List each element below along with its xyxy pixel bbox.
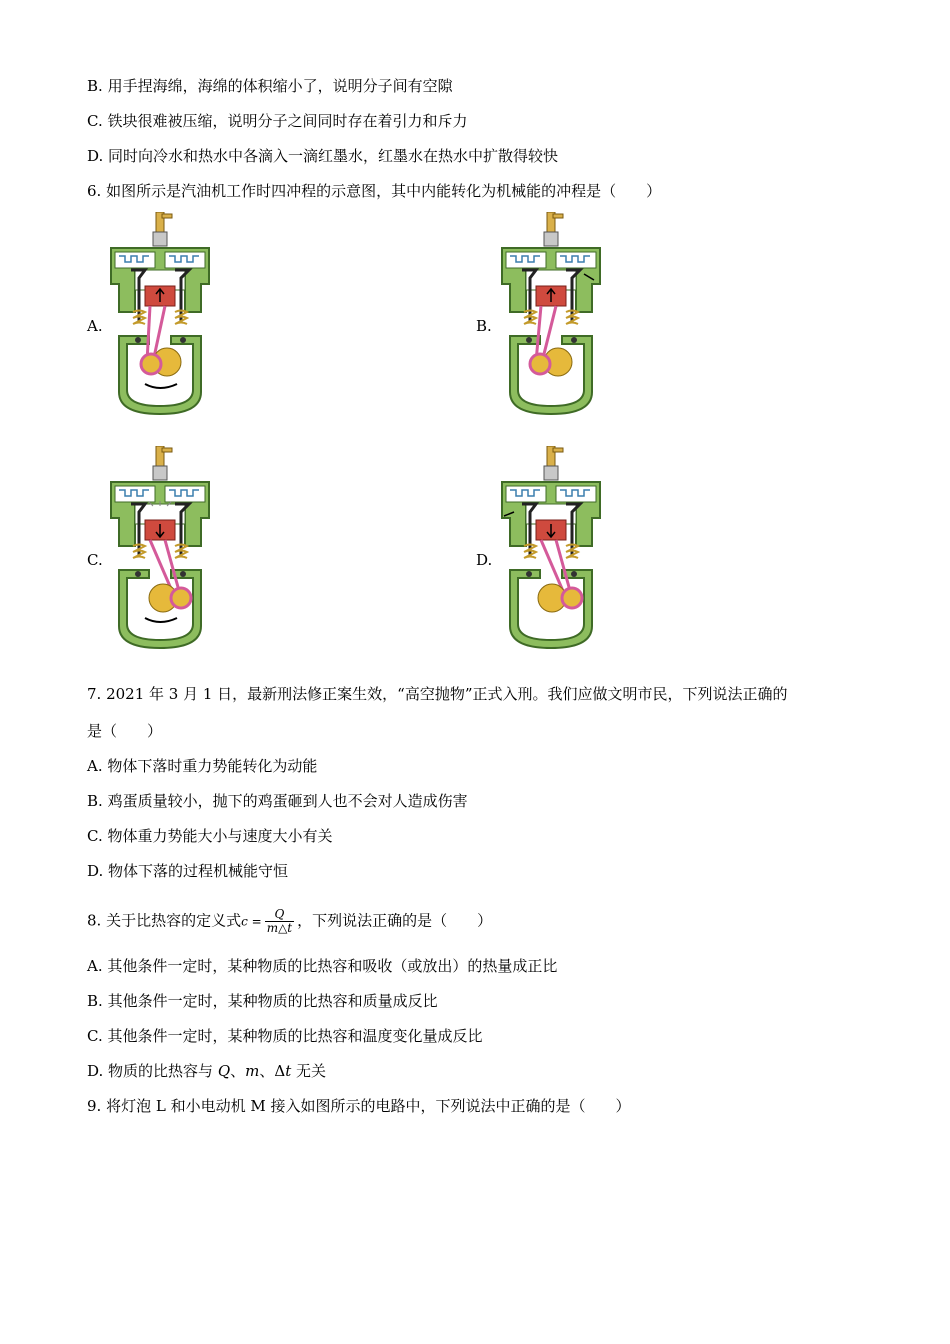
- q6-option-c-label: C.: [87, 551, 103, 569]
- q5-option-d: [87, 146, 558, 166]
- q5-option-d-label: D.: [87, 147, 104, 165]
- q7-option-d: [87, 861, 288, 881]
- q8-option-d-label: D.: [87, 1062, 104, 1080]
- q5-option-c-label: C.: [87, 112, 103, 130]
- q8-option-a: [87, 956, 557, 976]
- q8-option-b-text: 其他条件一定时，某种物质的比热容和质量成反比: [107, 992, 438, 1010]
- engine-diagram-c: [105, 446, 220, 651]
- q8-option-d-suffix: 无关: [291, 1062, 327, 1080]
- q8-formula-denominator: m△t: [266, 921, 293, 935]
- q7-option-a-label: A.: [87, 757, 103, 775]
- engine-diagram-b: [496, 212, 611, 417]
- q7-option-b-label: B.: [87, 792, 103, 810]
- q5-option-c-text: 铁块很难被压缩，说明分子之间同时存在着引力和斥力: [107, 112, 468, 130]
- q6-option-a-label: A.: [87, 317, 103, 335]
- q7-option-c-text: 物体重力势能大小与速度大小有关: [107, 827, 333, 845]
- q8-stem-before: 8. 关于比热容的定义式: [87, 911, 242, 930]
- q6-option-b-label: B.: [476, 317, 492, 335]
- q8-option-d-m: m: [245, 1062, 260, 1080]
- q5-option-b-text: 用手捏海绵，海绵的体积缩小了，说明分子间有空隙: [107, 77, 453, 95]
- q8-option-a-text: 其他条件一定时，某种物质的比热容和吸收（或放出）的热量成正比: [107, 957, 558, 975]
- q7-option-c: [87, 826, 333, 846]
- q7-option-b-text: 鸡蛋质量较小，抛下的鸡蛋砸到人也不会对人造成伤害: [107, 792, 468, 810]
- q8-formula-lhs: c =: [241, 914, 262, 929]
- q5-option-c: [87, 111, 468, 131]
- q9-stem: 9. 将灯泡 L 和小电动机 M 接入如图所示的电路中，下列说法中正确的是（ ）: [87, 1097, 631, 1115]
- q7-stem-line1: 7. 2021 年 3 月 1 日，最新刑法修正案生效，“高空抛物”正式入刑。我们应做文明市民，下列说法正确的: [87, 685, 788, 703]
- q7-option-d-text: 物体下落的过程机械能守恒: [108, 862, 289, 880]
- q8-option-c-text: 其他条件一定时，某种物质的比热容和温度变化量成反比: [107, 1027, 483, 1045]
- q8-option-d-t: t: [285, 1062, 292, 1080]
- q8-stem-after: ，下列说法正确的是（ ）: [297, 911, 493, 930]
- q7-option-a: [87, 756, 317, 776]
- q7-option-b: [87, 791, 468, 811]
- q7-stem-line2: 是（ ）: [87, 722, 163, 740]
- q7-option-a-text: 物体下落时重力势能转化为动能: [107, 757, 318, 775]
- q5-option-b-label: B.: [87, 77, 103, 95]
- q8-formula-numerator: Q: [265, 908, 294, 922]
- q6-stem: 6. 如图所示是汽油机工作时四冲程的示意图，其中内能转化为机械能的冲程是（ ）: [87, 182, 662, 200]
- q8-option-d-q: Q: [217, 1062, 231, 1080]
- q5-option-d-text: 同时向冷水和热水中各滴入一滴红墨水，红墨水在热水中扩散得较快: [108, 147, 559, 165]
- q8-option-d-sep2: 、Δ: [259, 1062, 286, 1080]
- q6-option-d-label: D.: [476, 551, 493, 569]
- q8-stem: [87, 908, 492, 935]
- engine-diagram-d: [496, 446, 611, 651]
- q8-option-a-label: A.: [87, 957, 103, 975]
- q8-option-d-sep1: 、: [230, 1062, 246, 1080]
- q8-option-d: [87, 1061, 326, 1081]
- q7-option-c-label: C.: [87, 827, 103, 845]
- q8-option-d-prefix: 物质的比热容与: [108, 1062, 218, 1080]
- q5-option-b: [87, 76, 453, 96]
- q8-option-b: [87, 991, 438, 1011]
- q8-option-c-label: C.: [87, 1027, 103, 1045]
- q8-formula-fraction: [265, 908, 294, 935]
- q7-option-d-label: D.: [87, 862, 104, 880]
- q8-option-c: [87, 1026, 483, 1046]
- q8-option-b-label: B.: [87, 992, 103, 1010]
- engine-diagram-a: [105, 212, 220, 417]
